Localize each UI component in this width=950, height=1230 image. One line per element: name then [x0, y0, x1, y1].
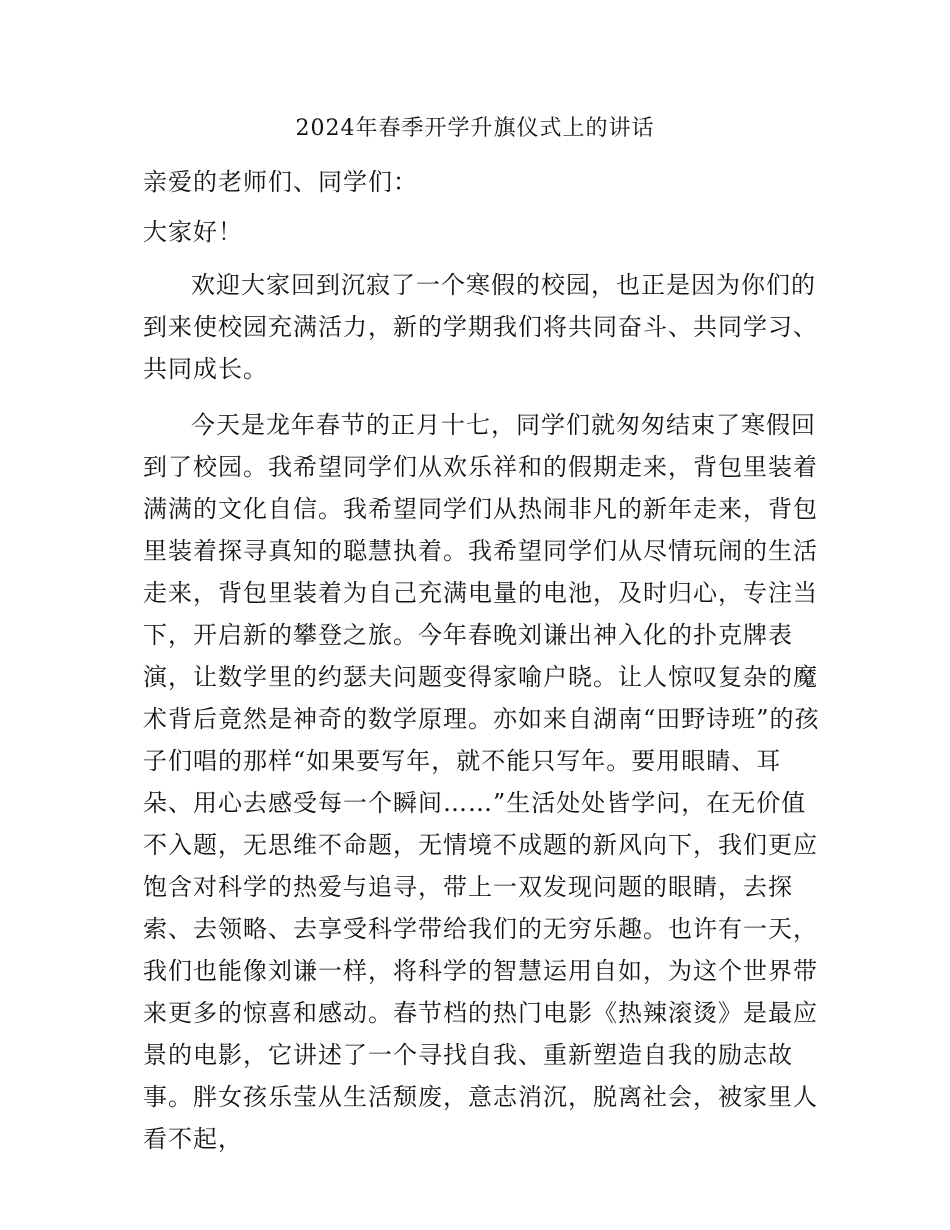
paragraph-main: 今天是龙年春节的正月十七，同学们就匆匆结束了寒假回到了校园。我希望同学们从欢乐祥和的假期走来，背包里装着满满的文化自信。我希望同学们从热闹非凡的新年走来，背包里装着探寻真知的聪慧执着。我希望同学们从尽情玩闹的生活走来，背包里装着为自己充满电量的电池，及时归心，专注当下，开启新的攀登之旅。今年春晚刘谦出神入化的扑克牌表演，让数学里的约瑟夫问题变得家喻户晓。让人惊叹复杂的魔术背后竟然是神奇的数学原理。亦如来自湖南“田野诗班”的孩子们唱的那样“如果要写年，就不能只写年。要用眼睛、耳朵、用心去感受每一个瞬间……”生活处处皆学问，在无价值不入题，无思维不命题，无情境不成题的新风向下，我们更应饱含对科学的热爱与追寻，带上一双发现问题的眼睛，去探索、去领略、去享受科学带给我们的无穷乐趣。也许有一天，我们也能像刘谦一样，将科学的智慧运用自如，为这个世界带来更多的惊喜和感动。春节档的热门电影《热辣滚烫》是最应景的电影，它讲述了一个寻找自我、重新塑造自我的励志故事。胖女孩乐莹从生活颓废，意志消沉，脱离社会，被家里人看不起，: [143, 411, 820, 1153]
greeting: 大家好！: [143, 218, 243, 246]
page-title: 2024年春季开学升旗仪式上的讲话: [295, 116, 655, 141]
salutation: 亲爱的老师们、同学们：: [143, 168, 418, 196]
paragraph-welcome: 欢迎大家回到沉寂了一个寒假的校园，也正是因为你们的到来使校园充满活力，新的学期我们将共同奋斗、共同学习、共同成长。: [143, 271, 818, 383]
